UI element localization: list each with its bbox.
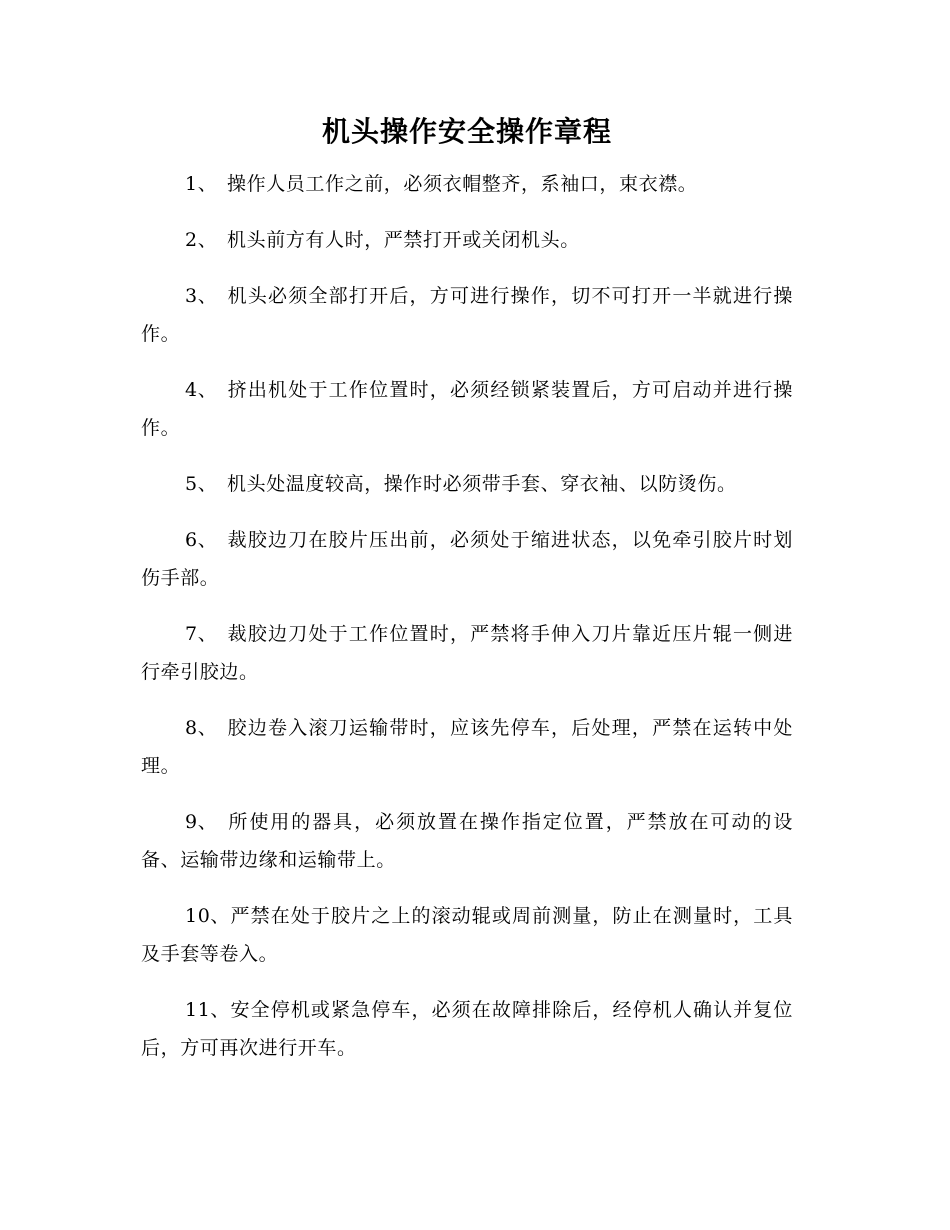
rule-number: 10、 <box>185 905 230 927</box>
rule-item <box>141 709 793 785</box>
rule-text: 挤出机处于工作位置时，必须经锁紧装置后，方可启动并进行操作。 <box>141 379 793 439</box>
rule-text: 胶边卷入滚刀运输带时，应该先停车，后处理，严禁在运转中处理。 <box>141 717 793 777</box>
rule-number: 7、 <box>185 623 218 645</box>
rule-number: 9、 <box>185 811 218 833</box>
rule-item <box>141 371 793 447</box>
rule-text: 操作人员工作之前，必须衣帽整齐，系袖口，束衣襟。 <box>227 173 698 195</box>
rule-item <box>141 897 793 973</box>
rule-item <box>141 991 793 1067</box>
rule-number: 5、 <box>185 473 218 495</box>
rule-item <box>141 465 793 503</box>
rule-item <box>141 521 793 597</box>
rule-number: 6、 <box>185 529 218 551</box>
rule-item <box>141 803 793 879</box>
rules-list <box>141 165 793 1085</box>
rule-number: 4、 <box>185 379 218 401</box>
rule-text: 安全停机或紧急停车，必须在故障排除后，经停机人确认并复位后，方可再次进行开车。 <box>141 999 793 1059</box>
document-page <box>141 0 793 1230</box>
rule-text: 所使用的器具，必须放置在操作指定位置，严禁放在可动的设备、运输带边缘和运输带上。 <box>141 811 793 871</box>
rule-text: 机头处温度较高，操作时必须带手套、穿衣袖、以防烫伤。 <box>227 473 737 495</box>
rule-item <box>141 615 793 691</box>
rule-number: 3、 <box>185 285 218 307</box>
document-title: 机头操作安全操作章程 <box>321 115 612 148</box>
rule-item <box>141 277 793 353</box>
rule-number: 11、 <box>185 999 230 1021</box>
rule-item <box>141 221 793 259</box>
rule-text: 机头必须全部打开后，方可进行操作，切不可打开一半就进行操作。 <box>141 285 793 345</box>
rule-item <box>141 165 793 203</box>
rule-number: 8、 <box>185 717 218 739</box>
rule-text: 裁胶边刀在胶片压出前，必须处于缩进状态，以免牵引胶片时划伤手部。 <box>141 529 793 589</box>
rule-text: 裁胶边刀处于工作位置时，严禁将手伸入刀片靠近压片辊一侧进行牵引胶边。 <box>141 623 793 683</box>
rule-text: 机头前方有人时，严禁打开或关闭机头。 <box>227 229 580 251</box>
rule-number: 2、 <box>185 229 218 251</box>
rule-number: 1、 <box>185 173 218 195</box>
rule-text: 严禁在处于胶片之上的滚动辊或周前测量，防止在测量时，工具及手套等卷入。 <box>141 905 793 965</box>
